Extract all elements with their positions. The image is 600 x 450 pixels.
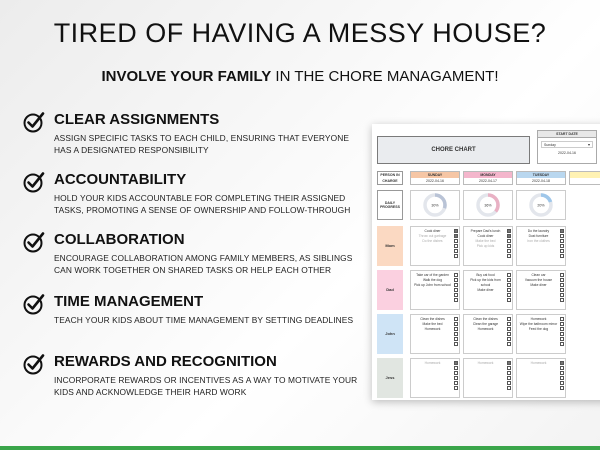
task-cell <box>463 358 513 398</box>
task-checkbox[interactable] <box>454 386 458 390</box>
task-text: Prepare Dad's lunch <box>470 229 501 233</box>
chart-title: CHORE CHART <box>377 136 530 164</box>
task-checkbox[interactable] <box>560 371 564 375</box>
task-checkbox[interactable] <box>454 283 458 287</box>
progress-ring <box>423 193 447 217</box>
feature-item <box>22 352 367 398</box>
task-cell <box>463 270 513 310</box>
task-checkboxes <box>454 361 458 391</box>
day-header <box>463 171 513 185</box>
feature-description: ENCOURAGE COLLABORATION AMONG FAMILY MEMBERS, AS SIBLINGS CAN WORK TOGETHER ON SHARED TASKS OR HELP EACH OTHER <box>54 253 353 275</box>
task-text-done: Homework <box>530 361 547 365</box>
chore-chart-preview <box>372 124 600 400</box>
page-subtitle <box>0 68 600 85</box>
task-checkbox[interactable] <box>507 234 511 238</box>
task-checkbox[interactable] <box>454 327 458 331</box>
task-checkbox[interactable] <box>507 376 511 380</box>
task-checkbox[interactable] <box>454 298 458 302</box>
day-header-partial <box>569 171 600 185</box>
task-checkbox[interactable] <box>560 317 564 321</box>
task-checkbox[interactable] <box>560 229 564 233</box>
task-cell <box>410 314 460 354</box>
task-cell <box>410 358 460 398</box>
task-checkbox[interactable] <box>454 381 458 385</box>
feature-item <box>22 292 367 326</box>
task-checkboxes <box>560 317 564 347</box>
feature-title: CLEAR ASSIGNMENTS <box>54 111 220 128</box>
task-checkbox[interactable] <box>454 254 458 258</box>
task-text: Feed the dog <box>528 327 549 331</box>
progress-label: 20% <box>537 203 545 208</box>
task-checkbox[interactable] <box>454 278 458 282</box>
start-day-select[interactable]: Sunday ▾ <box>541 141 593 148</box>
day-date: 2022-04-16 <box>426 179 444 183</box>
task-checkbox[interactable] <box>560 376 564 380</box>
feature-title: ACCOUNTABILITY <box>54 171 187 188</box>
feature-description: TEACH YOUR KIDS ABOUT TIME MANAGEMENT BY SETTING DEADLINES <box>54 315 354 325</box>
task-checkbox[interactable] <box>560 293 564 297</box>
task-text: Homework <box>424 327 441 331</box>
task-text: Make diner <box>530 283 547 287</box>
task-checkbox[interactable] <box>560 254 564 258</box>
task-checkboxes <box>507 273 511 303</box>
check-circle-icon <box>22 352 46 376</box>
task-checkbox[interactable] <box>507 249 511 253</box>
task-checkbox[interactable] <box>454 288 458 292</box>
task-text: Clean the garage <box>472 322 499 326</box>
task-text: Take car of the garden <box>416 273 449 277</box>
feature-title: REWARDS AND RECOGNITION <box>54 353 277 370</box>
task-text: Clean the dishes <box>473 317 498 321</box>
task-checkbox[interactable] <box>507 371 511 375</box>
task-text-done: Pick up kids <box>476 244 495 248</box>
task-text-done: Make the bed <box>475 239 496 243</box>
task-cell <box>516 358 566 398</box>
task-checkbox[interactable] <box>507 342 511 346</box>
task-cell <box>516 270 566 310</box>
task-checkbox[interactable] <box>454 244 458 248</box>
task-text-done: Iron the clothes <box>527 239 550 243</box>
bottom-accent-bar <box>0 446 600 450</box>
task-checkboxes <box>454 273 458 303</box>
task-text: Cook diner <box>424 229 441 233</box>
daily-progress-cell <box>410 190 460 220</box>
day-header <box>516 171 566 185</box>
page-title: TIRED OF HAVING A MESSY HOUSE? <box>53 18 547 48</box>
person-name: Jess <box>377 358 403 398</box>
task-checkbox[interactable] <box>454 337 458 341</box>
task-text: Pick up John from school <box>414 283 451 287</box>
task-checkbox[interactable] <box>507 366 511 370</box>
daily-progress-cell <box>516 190 566 220</box>
day-date: 2022-04-17 <box>479 179 497 183</box>
day-name: TUESDAY <box>517 172 565 178</box>
check-circle-icon <box>22 110 46 134</box>
task-checkbox[interactable] <box>560 244 564 248</box>
subtitle-bold: INVOLVE YOUR FAMILY <box>101 68 272 85</box>
task-text: Make the bed <box>422 322 443 326</box>
task-checkbox[interactable] <box>560 327 564 331</box>
daily-progress-header: DAILY PROGRESS <box>377 190 403 220</box>
task-checkbox[interactable] <box>454 371 458 375</box>
start-date-value: 2022-04-16 <box>558 151 576 155</box>
start-date-label: START DATE <box>538 131 596 138</box>
task-checkboxes <box>560 361 564 391</box>
task-checkbox[interactable] <box>507 288 511 292</box>
task-text: Homework <box>530 317 547 321</box>
task-checkbox[interactable] <box>507 283 511 287</box>
task-text: Do the laundry <box>527 229 550 233</box>
check-circle-icon <box>22 170 46 194</box>
task-text-done: Throw out garbage <box>418 234 447 238</box>
feature-item <box>22 230 367 276</box>
task-checkbox[interactable] <box>560 278 564 282</box>
task-checkbox[interactable] <box>560 366 564 370</box>
person-name: Mom <box>377 226 403 266</box>
task-checkbox[interactable] <box>560 298 564 302</box>
task-checkboxes <box>454 317 458 347</box>
progress-label: 36% <box>484 203 492 208</box>
subtitle-rest: IN THE CHORE MANAGAMENT! <box>271 68 499 85</box>
task-checkboxes <box>507 229 511 259</box>
task-checkbox[interactable] <box>507 239 511 243</box>
check-circle-icon <box>22 292 46 316</box>
task-cell <box>463 314 513 354</box>
task-checkbox[interactable] <box>454 332 458 336</box>
task-text: Make diner <box>477 288 494 292</box>
task-checkbox[interactable] <box>454 376 458 380</box>
check-circle-icon <box>22 230 46 254</box>
task-checkbox[interactable] <box>507 322 511 326</box>
feature-description: HOLD YOUR KIDS ACCOUNTABLE FOR COMPLETING THEIR ASSIGNED TASKS, PROMOTING A SENSE OF OWNERSHIP AND FOLLOW-THROUGH <box>54 193 351 215</box>
task-text-done: Do the dishes <box>422 239 443 243</box>
task-checkbox[interactable] <box>454 293 458 297</box>
task-checkbox[interactable] <box>560 273 564 277</box>
task-checkbox[interactable] <box>507 361 511 365</box>
person-in-charge-header: PERSON IN CHARGE <box>377 171 403 185</box>
task-checkbox[interactable] <box>454 342 458 346</box>
progress-ring <box>476 193 500 217</box>
task-checkboxes <box>454 229 458 259</box>
task-checkbox[interactable] <box>454 366 458 370</box>
task-text: Buy cat food <box>476 273 495 277</box>
task-cell <box>463 226 513 266</box>
task-checkbox[interactable] <box>507 293 511 297</box>
progress-ring <box>529 193 553 217</box>
daily-progress-cell <box>463 190 513 220</box>
task-text-done: Homework <box>424 361 441 365</box>
task-checkbox[interactable] <box>560 361 564 365</box>
day-header <box>410 171 460 185</box>
task-checkbox[interactable] <box>454 361 458 365</box>
task-text: Walk the dog <box>422 278 443 282</box>
task-checkbox[interactable] <box>507 254 511 258</box>
feature-description: INCORPORATE REWARDS OR INCENTIVES AS A WAY TO MOTIVATE YOUR KIDS AND ACKNOWLEDGE THEIR HARD WORK <box>54 375 358 397</box>
feature-description: ASSIGN SPECIFIC TASKS TO EACH CHILD, ENSURING THAT EVERYONE HAS A DESIGNATED RESPONSIBILITY <box>54 133 350 155</box>
task-checkbox[interactable] <box>560 322 564 326</box>
progress-label: 30% <box>431 203 439 208</box>
task-checkbox[interactable] <box>560 234 564 238</box>
task-checkbox[interactable] <box>507 327 511 331</box>
task-text: Pick up the kids from school <box>470 278 501 287</box>
task-checkboxes <box>507 317 511 347</box>
task-cell <box>410 270 460 310</box>
person-name: Dad <box>377 270 403 310</box>
task-checkboxes <box>560 273 564 303</box>
task-checkbox[interactable] <box>454 229 458 233</box>
task-text: Homework <box>477 327 494 331</box>
task-checkbox[interactable] <box>560 386 564 390</box>
task-checkboxes <box>560 229 564 259</box>
feature-title: COLLABORATION <box>54 231 185 248</box>
task-checkbox[interactable] <box>560 342 564 346</box>
task-checkbox[interactable] <box>507 273 511 277</box>
task-checkbox[interactable] <box>560 283 564 287</box>
task-checkbox[interactable] <box>560 239 564 243</box>
task-checkbox[interactable] <box>507 386 511 390</box>
task-checkbox[interactable] <box>507 381 511 385</box>
task-checkbox[interactable] <box>560 337 564 341</box>
task-checkbox[interactable] <box>507 298 511 302</box>
task-cell <box>516 226 566 266</box>
day-date: 2022-04-18 <box>532 179 550 183</box>
task-text: Dust furniture <box>528 234 549 238</box>
task-text-done: Homework <box>477 361 494 365</box>
task-checkbox[interactable] <box>454 273 458 277</box>
task-text: Wipe the bathroom mirror <box>519 322 558 326</box>
task-text: Cook diner <box>477 234 494 238</box>
task-text: Clean car <box>531 273 546 277</box>
task-checkbox[interactable] <box>507 317 511 321</box>
task-checkbox[interactable] <box>507 278 511 282</box>
task-checkbox[interactable] <box>560 332 564 336</box>
task-cell <box>516 314 566 354</box>
task-text: Vacuum the house <box>524 278 553 282</box>
task-checkbox[interactable] <box>560 288 564 292</box>
task-checkbox[interactable] <box>507 244 511 248</box>
task-checkbox[interactable] <box>507 337 511 341</box>
day-name: SUNDAY <box>411 172 459 178</box>
feature-item <box>22 170 367 216</box>
start-date-panel <box>537 130 597 164</box>
person-name: John <box>377 314 403 354</box>
task-checkboxes <box>507 361 511 391</box>
task-checkbox[interactable] <box>507 332 511 336</box>
task-checkbox[interactable] <box>454 239 458 243</box>
feature-item <box>22 110 367 156</box>
task-cell <box>410 226 460 266</box>
task-checkbox[interactable] <box>454 234 458 238</box>
task-checkbox[interactable] <box>560 381 564 385</box>
task-checkbox[interactable] <box>560 249 564 253</box>
task-checkbox[interactable] <box>454 317 458 321</box>
task-checkbox[interactable] <box>454 249 458 253</box>
task-checkbox[interactable] <box>454 322 458 326</box>
feature-title: TIME MANAGEMENT <box>54 293 204 310</box>
task-text: Clean the dishes <box>420 317 445 321</box>
day-name: MONDAY <box>464 172 512 178</box>
task-checkbox[interactable] <box>507 229 511 233</box>
